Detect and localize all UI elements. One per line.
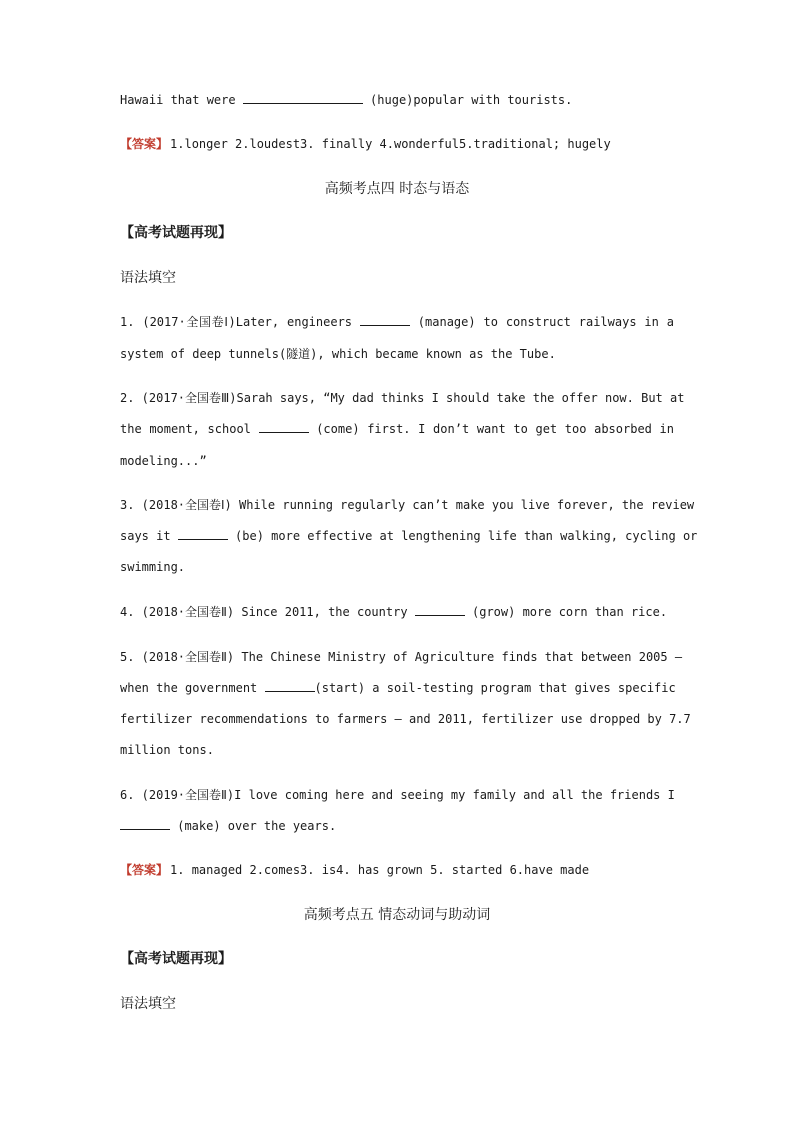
grammar-fill-heading: 语法填空: [120, 996, 176, 1012]
question-3-line-3: swimming.: [120, 560, 186, 574]
answer-line-2: [120, 862, 674, 878]
intro-text-after: (huge)popular with tourists.: [362, 93, 573, 107]
intro-sentence: [120, 92, 674, 108]
answer-line-1: [120, 136, 674, 152]
fill-blank[interactable]: [178, 528, 228, 540]
q5-text-b: (start) a soil-testing program that gives specific: [314, 681, 676, 695]
q6-text-b: (make) over the years.: [170, 819, 337, 833]
question-3-line-2: [120, 528, 698, 544]
answer-label: 【答案】: [120, 863, 169, 877]
question-5-line-3: fertilizer recommendations to farmers — and 2011, fertilizer use dropped by 7.7: [120, 712, 691, 726]
q1-text-b: (manage) to construct railways in a: [409, 315, 674, 329]
exam-heading: 【高考试题再现】: [120, 225, 232, 241]
q3-text-a: says it: [120, 529, 178, 543]
question-2-line-2: [120, 421, 674, 437]
question-2-line-3: modeling...”: [120, 454, 207, 468]
question-3-line-1: 3. (2018·全国卷Ⅰ) While running regularly can’t make you live forever, the review: [120, 498, 695, 512]
question-6-line-2: [120, 818, 674, 834]
question-2-line-1: 2. (2017·全国卷Ⅲ)Sarah says, “My dad thinks I should take the offer now. But at: [120, 391, 685, 405]
q1-text-a: 1. (2017·全国卷Ⅰ)Later, engineers: [120, 315, 360, 329]
q5-text-a: when the government: [120, 681, 265, 695]
fill-blank[interactable]: [120, 818, 170, 830]
fill-blank[interactable]: [360, 314, 410, 326]
question-1-line-2: system of deep tunnels(隧道), which became known as the Tube.: [120, 347, 556, 361]
question-1-line-1: [120, 314, 674, 330]
q2-text-a: the moment, school: [120, 422, 259, 436]
grammar-fill-heading: 语法填空: [120, 270, 176, 286]
q4-text-b: (grow) more corn than rice.: [464, 605, 668, 619]
q3-text-b: (be) more effective at lengthening life than walking, cycling or: [227, 529, 698, 543]
q2-text-b: (come) first. I don’t want to get too absorbed in: [308, 422, 674, 436]
question-5-line-2: [120, 680, 674, 696]
question-6-line-1: 6. (2019·全国卷Ⅱ)I love coming here and seeing my family and all the friends I: [120, 788, 675, 802]
exam-heading: 【高考试题再现】: [120, 951, 232, 967]
answer-label: 【答案】: [120, 137, 169, 151]
section-title-5: 高频考点五 情态动词与助动词: [303, 907, 491, 923]
q4-text-a: 4. (2018·全国卷Ⅱ) Since 2011, the country: [120, 605, 415, 619]
fill-blank[interactable]: [415, 604, 465, 616]
fill-blank[interactable]: [259, 421, 309, 433]
answer-text: 1.longer 2.loudest3. finally 4.wonderful5.traditional; hugely: [170, 137, 611, 151]
question-5-line-1: 5. (2018·全国卷Ⅱ) The Chinese Ministry of Agriculture finds that between 2005 —: [120, 650, 683, 664]
fill-blank[interactable]: [265, 680, 315, 692]
answer-text: 1. managed 2.comes3. is4. has grown 5. started 6.have made: [170, 863, 590, 877]
fill-blank[interactable]: [243, 92, 363, 104]
intro-text-before: Hawaii that were: [120, 93, 243, 107]
question-4-line-1: [120, 604, 674, 620]
question-5-line-4: million tons.: [120, 743, 214, 757]
section-title-4: 高频考点四 时态与语态: [324, 181, 470, 197]
